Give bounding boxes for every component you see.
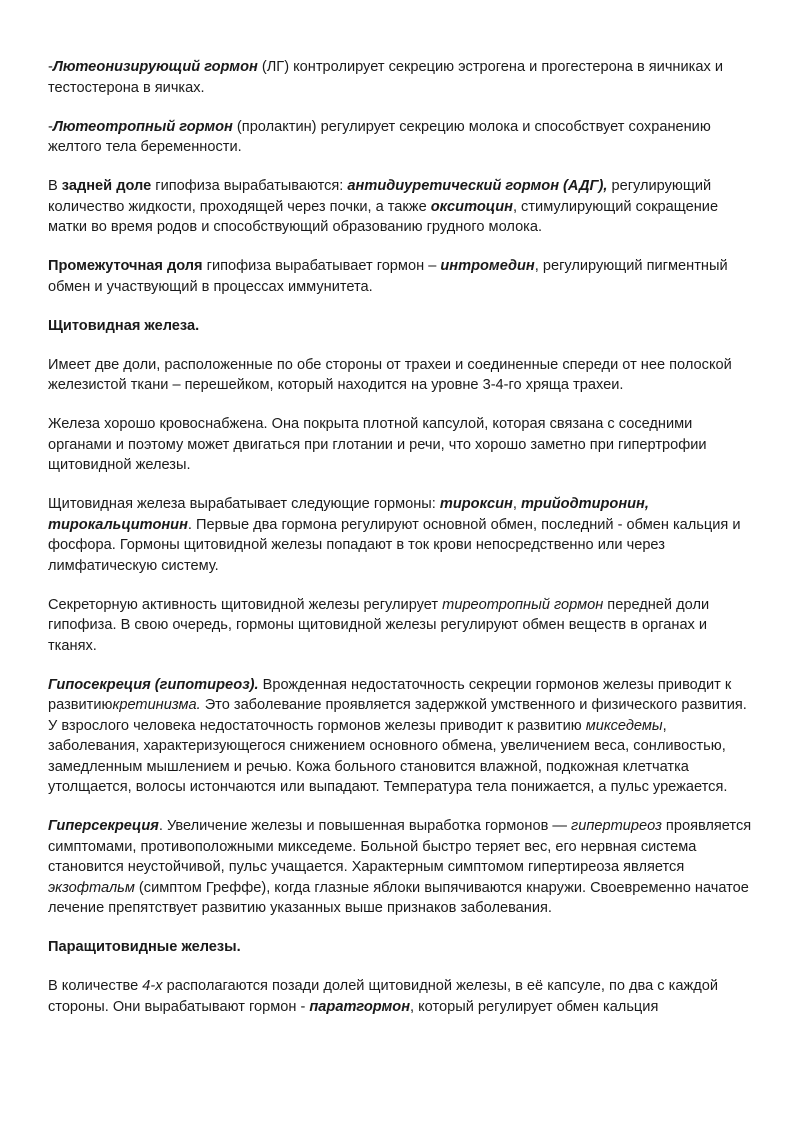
term-hyperthyroidism: гипертиреоз xyxy=(571,818,662,834)
term-four: 4-х xyxy=(142,978,163,994)
paragraph-intermediate-lobe: Промежуточная доля гипофиза вырабатывает гормон – интромедин, регулирующий пигментный обмен и участвующий в процессах иммунитета. xyxy=(48,258,728,295)
term-luteotropic: Лютеотропный гормон xyxy=(52,118,233,135)
paragraph-hyposecretion: Гипосекреция (гипотиреоз). Врожденная недостаточность секреции гормонов железы приводит к развитиюкретинизма. Это заболевание проявляется задержкой умственного и физического развития. У взрослого человека недостаточность гормонов железы приводит к развитию микседемы, заболевания, характеризующегося снижением основного обмена, увеличением веса, сонливостью, замедленным мышлением и речью. Кожа больного становится влажной, подкожная клетчатка утолщается, волосы истончаются или выпадают. Температура тела понижается, а пульс урежается. xyxy=(48,676,747,795)
term-adh: антидиуретический гормон (АДГ), xyxy=(347,178,608,194)
term-myxedema: микседемы xyxy=(585,717,663,734)
term-lh: Лютеонизирующий гормон xyxy=(52,59,258,75)
paragraph-thyroid-blood: Железа хорошо кровоснабжена. Она покрыта плотной капсулой, которая связана с соседними органами и поэтому может двигаться при глотании и речи, что хорошо заметно при гипертрофии щитовидной железы. xyxy=(48,416,707,473)
term-cretinism: кретинизма. xyxy=(112,697,201,713)
paragraph-parathyroid: В количестве 4-х располагаются позади долей щитовидной железы, в её капсуле, по два с каждой стороны. Они вырабатывают гормон - паратгормон, который регулирует обмен кальция xyxy=(48,978,719,1015)
paragraph-lh: -Лютеонизирующий гормон (ЛГ) контролирует секрецию эстрогена и прогестерона в яичниках и тестостерона в яичках. xyxy=(48,59,723,96)
term-hyposecretion: Гипосекреция (гипотиреоз). xyxy=(48,676,259,693)
term-exophthalmos: экзофтальм xyxy=(48,879,135,896)
paragraph-thyroid-regulation: Секреторную активность щитовидной железы регулирует тиреотропный гормон передней доли гипофиза. В свою очередь, гормоны щитовидной железы регулируют обмен веществ в органах и тканях. xyxy=(48,596,710,654)
paragraph-posterior-lobe: В задней доле гипофиза вырабатываются: антидиуретический гормон (АДГ), регулирующий количество жидкости, проходящей через почки, а также окситоцин, стимулирующий сокращение матки во время родов и способствующий образованию грудного молока. xyxy=(48,178,719,235)
heading-thyroid: Щитовидная железа. xyxy=(48,317,200,334)
paragraph-hypersecretion: Гиперсекреция. Увеличение железы и повышенная выработка гормонов — гипертиреоз проявляется симптомами, противоположными микседеме. Больной быстро теряет вес, его нервная система становится неустойчивой, пульс учащается. Характерным симптомом гипертиреоза является экзофтальм (симптом Греффе), когда глазные яблоки выпячиваются кнаружи. Своевременно начатое лечение препятствует развитию указанных выше признаков заболевания. xyxy=(48,818,752,916)
paragraph-prolactin: -Лютеотропный гормон (пролактин) регулирует секрецию молока и способствует сохранению желтого тела беременности. xyxy=(48,118,711,155)
term-intermediate-lobe: Промежуточная доля xyxy=(48,258,203,274)
paragraph-thyroid-anatomy: Имеет две доли, расположенные по обе стороны от трахеи и соединенные спереди от нее полоской железистой ткани – перешейком, который находится на уровне 3-4-го хряща трахеи. xyxy=(48,356,732,393)
term-triiodothyronine: трийодтиронин, тирокальцитонин xyxy=(48,496,649,533)
term-posterior-lobe: задней доле xyxy=(61,178,152,194)
heading-parathyroid: Паращитовидные железы. xyxy=(48,939,241,955)
term-oxytocin: окситоцин xyxy=(430,198,513,215)
paragraph-thyroid-hormones: Щитовидная железа вырабатывает следующие гормоны: тироксин, трийодтиронин, тирокальцитонин. Первые два гормона регулируют основной обмен, последний - обмен кальция и фосфора. Гормоны щитовидной железы попадают в ток крови непосредственно или через лимфатическую систему. xyxy=(48,496,741,574)
term-hypersecretion: Гиперсекреция xyxy=(48,818,159,834)
term-tsh: тиреотропный гормон xyxy=(442,596,604,613)
term-parathormone: паратгормон xyxy=(309,998,411,1015)
term-intromedin: интромедин xyxy=(440,258,535,274)
term-thyroxine: тироксин xyxy=(439,496,513,512)
